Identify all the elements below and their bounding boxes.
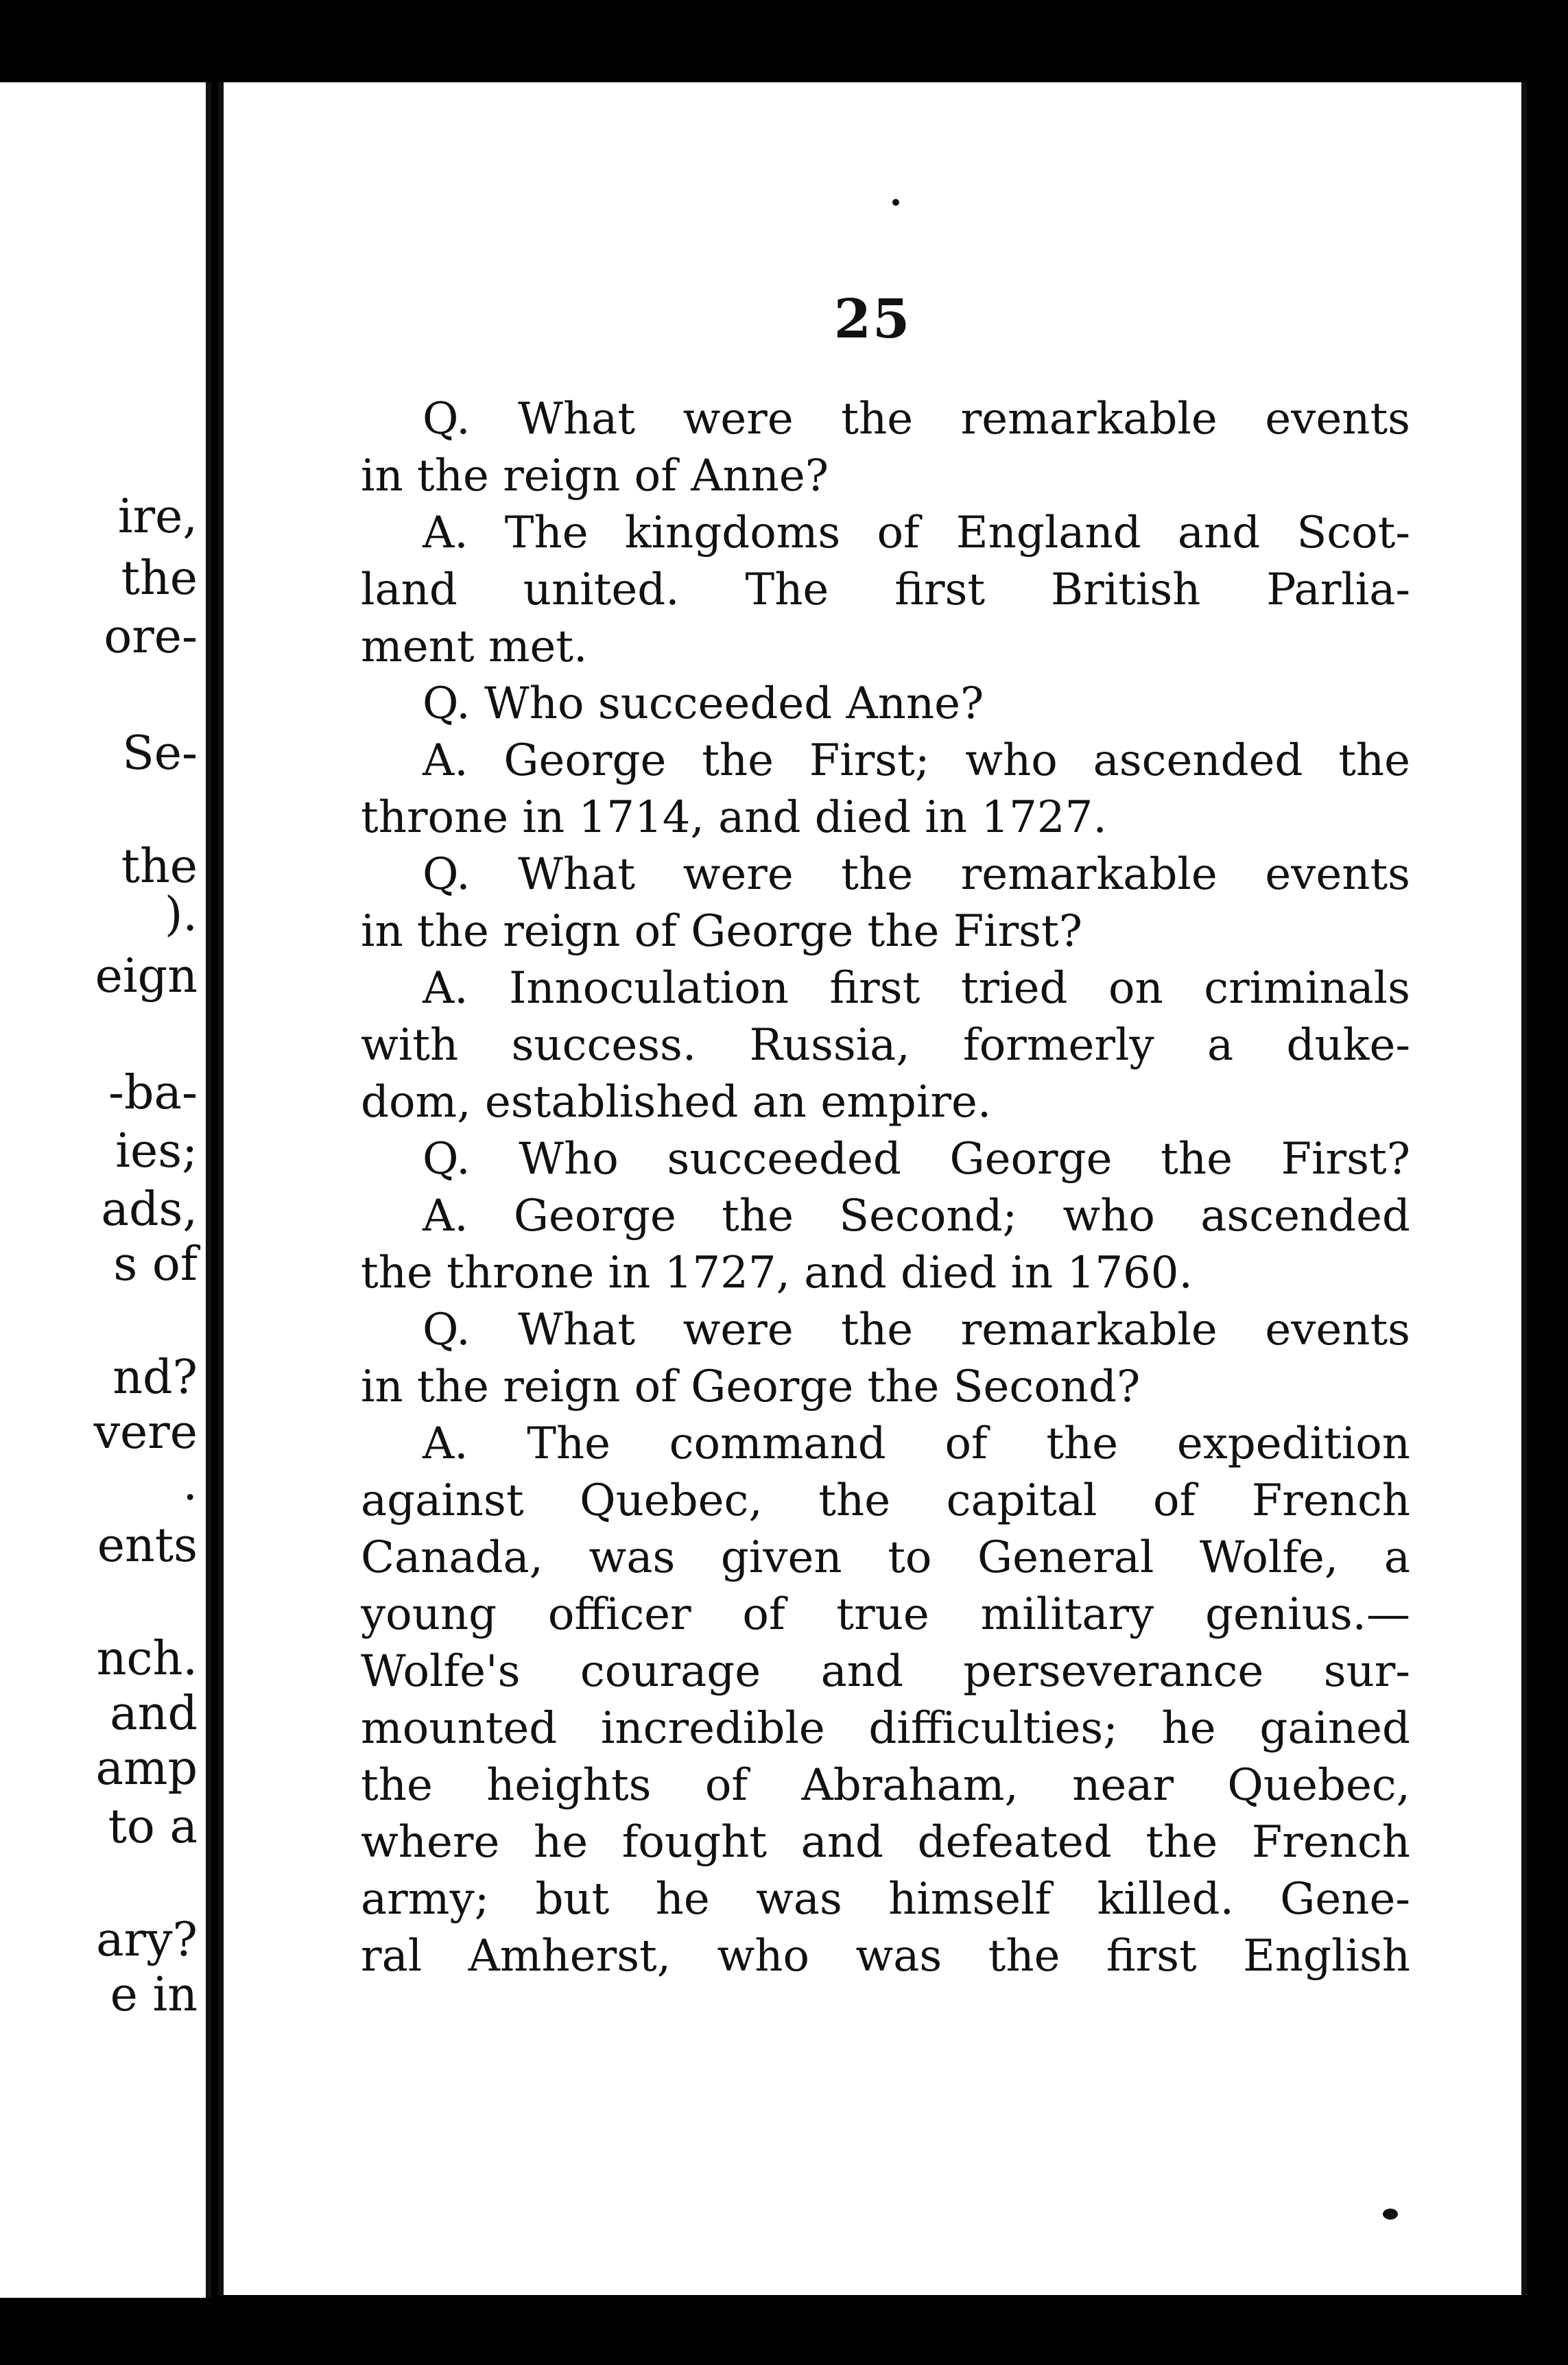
text-line: Q. What were the remarkable events	[423, 1305, 1410, 1355]
text-line: against Quebec, the capital of French	[361, 1475, 1410, 1526]
left-fragment: Se-	[122, 726, 198, 781]
text-line: Wolfe's courage and perseverance sur-	[361, 1646, 1410, 1697]
left-fragment: .	[182, 1457, 198, 1511]
left-fragment: ents	[97, 1519, 198, 1573]
ink-speck	[892, 199, 899, 206]
left-fragment: eign	[95, 949, 198, 1003]
left-fragment: to a	[108, 1800, 198, 1854]
text-line: Q. What were the remarkable events	[423, 849, 1410, 900]
text-line: dom, established an empire.	[361, 1077, 992, 1128]
left-fragment: s of	[113, 1237, 198, 1292]
left-fragment: e in	[110, 1968, 198, 2022]
text-line: Q. What were the remarkable events	[423, 394, 1410, 444]
left-fragment: ire,	[117, 490, 198, 544]
text-line: the heights of Abraham, near Quebec,	[361, 1760, 1410, 1811]
left-fragment: ).	[164, 888, 198, 942]
left-page-edge	[0, 82, 211, 2298]
text-line: A. George the Second; who ascended	[423, 1191, 1410, 1241]
left-fragment: -ba-	[108, 1066, 198, 1120]
text-line: with success. Russia, formerly a duke-	[361, 1020, 1410, 1071]
left-fragment: ore-	[104, 610, 198, 664]
page-body-text	[361, 391, 1410, 1985]
left-fragment: and	[110, 1687, 198, 1741]
text-line: young officer of true military genius.—	[361, 1589, 1410, 1640]
text-line: land united. The first British Parlia-	[361, 564, 1410, 615]
text-line: ral Amherst, who was the first English	[361, 1931, 1410, 1982]
text-line: the throne in 1727, and died in 1760.	[361, 1248, 1193, 1298]
left-fragment: ary?	[96, 1913, 198, 1967]
left-fragment: nd?	[112, 1351, 198, 1405]
text-line: in the reign of George the First?	[361, 906, 1083, 957]
left-fragment: ads,	[101, 1182, 198, 1237]
left-fragment: nch.	[96, 1632, 198, 1686]
left-fragment: ies;	[115, 1124, 198, 1178]
text-line: A. George the First; who ascended the	[423, 735, 1410, 786]
ink-speck	[1383, 2209, 1398, 2220]
text-line: where he fought and defeated the French	[361, 1817, 1410, 1868]
text-line: throne in 1714, and died in 1727.	[361, 792, 1107, 843]
text-line: in the reign of Anne?	[361, 451, 829, 501]
left-fragment: amp	[95, 1742, 198, 1796]
text-line: army; but he was himself killed. Gene-	[361, 1874, 1410, 1925]
page-number: 25	[833, 288, 912, 350]
right-page	[218, 82, 1527, 2295]
left-fragment: vere	[93, 1405, 198, 1460]
left-fragment: the	[121, 551, 198, 606]
text-line: in the reign of George the Second?	[361, 1362, 1141, 1412]
text-line: Q. Who succeeded George the First?	[423, 1134, 1410, 1185]
text-line: Q. Who succeeded Anne?	[423, 678, 984, 729]
text-line: A. Innoculation first tried on criminals	[423, 963, 1410, 1014]
text-line: mounted incredible difficulties; he gained	[361, 1703, 1410, 1754]
text-line: A. The command of the expedition	[423, 1418, 1410, 1469]
text-line: ment met.	[361, 621, 588, 672]
text-line: Canada, was given to General Wolfe, a	[361, 1532, 1410, 1583]
left-fragment: the	[121, 840, 198, 894]
text-line: A. The kingdoms of England and Scot-	[423, 508, 1410, 558]
